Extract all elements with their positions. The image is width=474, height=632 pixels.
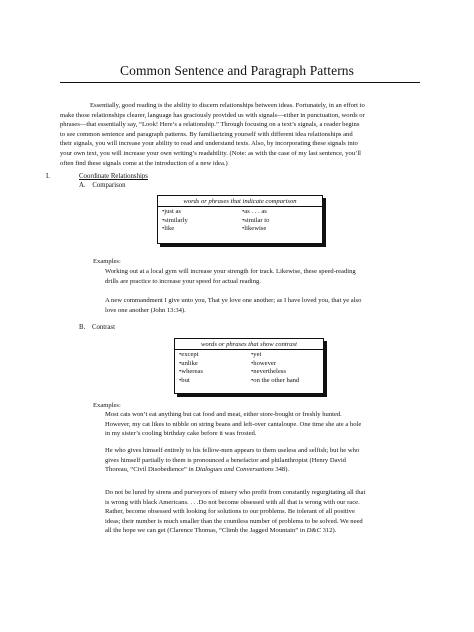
signal-word: •unlike	[179, 359, 198, 367]
subsection-letter: A.	[79, 182, 86, 189]
example-line: is wrong with black Americans. . . .Do not become obsessed with all that is wrong with our race.	[105, 498, 360, 506]
example-line: Working out at a local gym will increase your strength for track. Likewise, these speed-reading	[105, 268, 356, 275]
example-line: drills are practice to increase your speed for actual reading.	[105, 277, 261, 285]
example-paragraph	[105, 296, 435, 315]
example-line: He who gives himself entirely to his fellow-men appears to them useless and selfish; but he who	[105, 447, 360, 454]
example-line: A new commandment I give unto you, That ye love one another; as I have loved you, that ye also	[105, 297, 362, 304]
signal-word: •as . . . as	[242, 208, 267, 215]
example-line: Most cats won’t eat anything but cat food and meat, either store-bought or freshly hunted.	[105, 411, 342, 418]
intro-paragraph	[60, 101, 430, 168]
book-title: Dialogues and Conversations	[195, 466, 274, 474]
example-line: in my sister’s cooling birthday cake before it was frosted.	[105, 430, 257, 438]
examples-label: Examples:	[93, 402, 121, 409]
intro-line: Essentially, good reading is the ability to discern relationships between ideas. Fortunately, in an effort to	[90, 102, 365, 109]
section-numeral: I.	[46, 173, 50, 180]
section-title-text: Coordinate Relationships	[79, 173, 148, 180]
section-heading	[46, 172, 50, 181]
example-line: However, my cat likes to nibble on string beans and left-over cantaloupe. One time she ate a hole	[105, 420, 362, 428]
box-title: words or phrases that indicate comparison	[158, 196, 322, 207]
book-title: D&C	[306, 527, 321, 535]
signal-word: •likewise	[242, 225, 267, 232]
example-paragraph	[105, 446, 435, 475]
intro-line: make those relationships clearer, language has graciously provided us with signals—either in punctuation, words or	[60, 111, 365, 119]
example-text: 348).	[273, 466, 290, 474]
subsection-letter: B.	[79, 324, 86, 331]
example-line	[105, 526, 435, 536]
signal-word: •on the other hand	[251, 376, 300, 384]
signal-word-grid	[175, 350, 323, 385]
signal-word: •just as	[162, 208, 181, 215]
subsection-heading	[79, 323, 115, 332]
example-paragraph	[105, 267, 435, 286]
example-line: ideas; their number is much smaller than the countless number of problems to be solved. We need	[105, 517, 363, 525]
subsection-heading	[79, 181, 126, 190]
signal-word-grid	[158, 207, 322, 234]
signal-word: •similar to	[242, 216, 270, 224]
page-title: Common Sentence and Paragraph Patterns	[120, 63, 354, 78]
example-paragraph	[105, 488, 435, 536]
signal-word: •except	[179, 351, 199, 358]
subsection-title: Comparison	[92, 182, 126, 189]
comparison-signal-box	[157, 195, 323, 244]
signal-word: •similarly	[162, 216, 188, 224]
intro-line: their signals, you will increase your ability to read and understand texts. Also, by incorporating these signals into	[60, 140, 358, 148]
intro-line: often find these signals come at the introduction of a new idea.)	[60, 159, 228, 167]
example-text: 312).	[320, 527, 337, 535]
example-line: Do not be lured by sirens and purveyors of misery who profit from constantly regurgitating all that	[105, 489, 366, 496]
intro-line: phrases—that essentially say, “Look! Here’s a relationship.” Through focusing on a text’s signals, a reader begins	[60, 121, 360, 129]
signal-word: •yet	[251, 351, 262, 358]
example-line	[105, 465, 435, 475]
example-line: love one another (John 13:34).	[105, 306, 186, 314]
example-text: all the hope we can get (Clarence Thomas, “Climb the Jagged Mountain” in	[105, 527, 307, 535]
signal-word: •whereas	[179, 368, 203, 375]
intro-line: your own text, you will increase your own writing’s readability. (Note: as with the case of my last sentence, you’ll	[60, 149, 361, 157]
examples-label: Examples:	[93, 258, 121, 265]
intro-line: to see common sentence and paragraph patterns. By familiarizing yourself with different idea relationships and	[60, 130, 353, 138]
example-paragraph	[105, 410, 435, 439]
example-text: Thoreau, “Civil Disobedience” in	[105, 466, 196, 474]
signal-word: •but	[179, 376, 190, 384]
title-underline	[60, 82, 420, 83]
section-title	[79, 172, 148, 181]
contrast-signal-box	[174, 338, 324, 394]
signal-word: •like	[162, 225, 175, 232]
example-line: gives himself partially to them is pronounced a benefactor and philanthropist (Henry David	[105, 456, 346, 464]
example-line: Rather, become obsessed with looking for solutions to our problems. Be tolerant of all positive	[105, 508, 355, 516]
signal-word: •however	[251, 359, 277, 367]
signal-word: •nevertheless	[251, 368, 286, 375]
box-title: words or phrases that show contrast	[175, 339, 323, 350]
subsection-title: Contrast	[91, 324, 115, 331]
